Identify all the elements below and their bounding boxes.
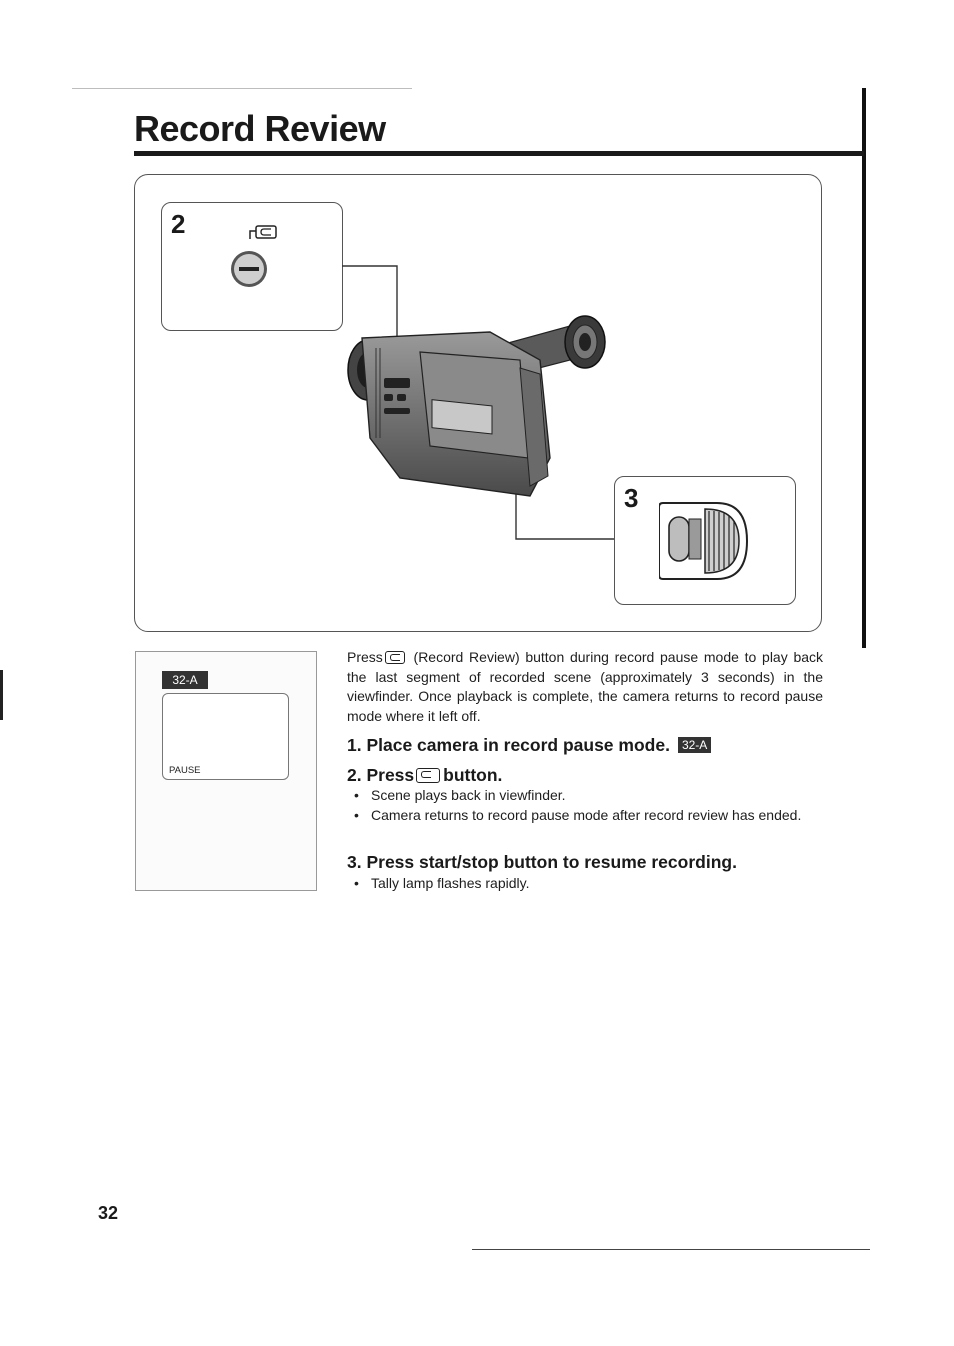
intro-lead: Press	[347, 649, 383, 665]
step-1-text: 1. Place camera in record pause mode.	[347, 735, 670, 755]
page-title: Record Review	[134, 108, 386, 149]
intro-body: (Record Review) button during record pause mode to play back the last segment of recorded scene (approximately 3 seconds) in the viewfinder. Once playback is complete, the camera returns to record pause mode where it left off.	[347, 649, 824, 724]
step-3-bullets	[354, 874, 824, 894]
title-rule	[134, 151, 864, 156]
step-1-badge: 32-A	[678, 737, 711, 753]
top-rule	[72, 88, 412, 89]
step-3: 3. Press start/stop button to resume recording.	[347, 852, 737, 872]
step-2-suffix: button.	[443, 765, 503, 785]
camcorder-illustration	[340, 308, 620, 498]
footer-rule	[472, 1249, 870, 1250]
viewfinder-status: PAUSE	[169, 765, 201, 776]
list-item: • Scene plays back in viewfinder.	[354, 786, 824, 806]
callout-number: 3	[624, 483, 639, 513]
margin-bar	[862, 88, 866, 648]
step-1	[347, 735, 711, 756]
list-item: • Camera returns to record pause mode after record review has ended.	[354, 806, 824, 826]
step-2-bullets	[354, 786, 824, 825]
list-item: • Tally lamp flashes rapidly.	[354, 874, 824, 894]
figure-badge: 32-A	[162, 671, 208, 689]
callout-record-review-button	[161, 202, 343, 331]
rocker-icon	[659, 495, 755, 591]
intro-paragraph	[347, 648, 823, 726]
step-2-prefix: 2. Press	[347, 765, 415, 785]
record-review-icon	[226, 223, 286, 293]
callout-number: 2	[171, 209, 186, 239]
page-number: 32	[98, 1203, 119, 1223]
binding-mark	[0, 670, 3, 720]
record-review-icon	[385, 651, 405, 664]
step-2	[347, 765, 502, 786]
callout-start-stop-button	[614, 476, 796, 605]
record-review-icon	[416, 768, 440, 783]
